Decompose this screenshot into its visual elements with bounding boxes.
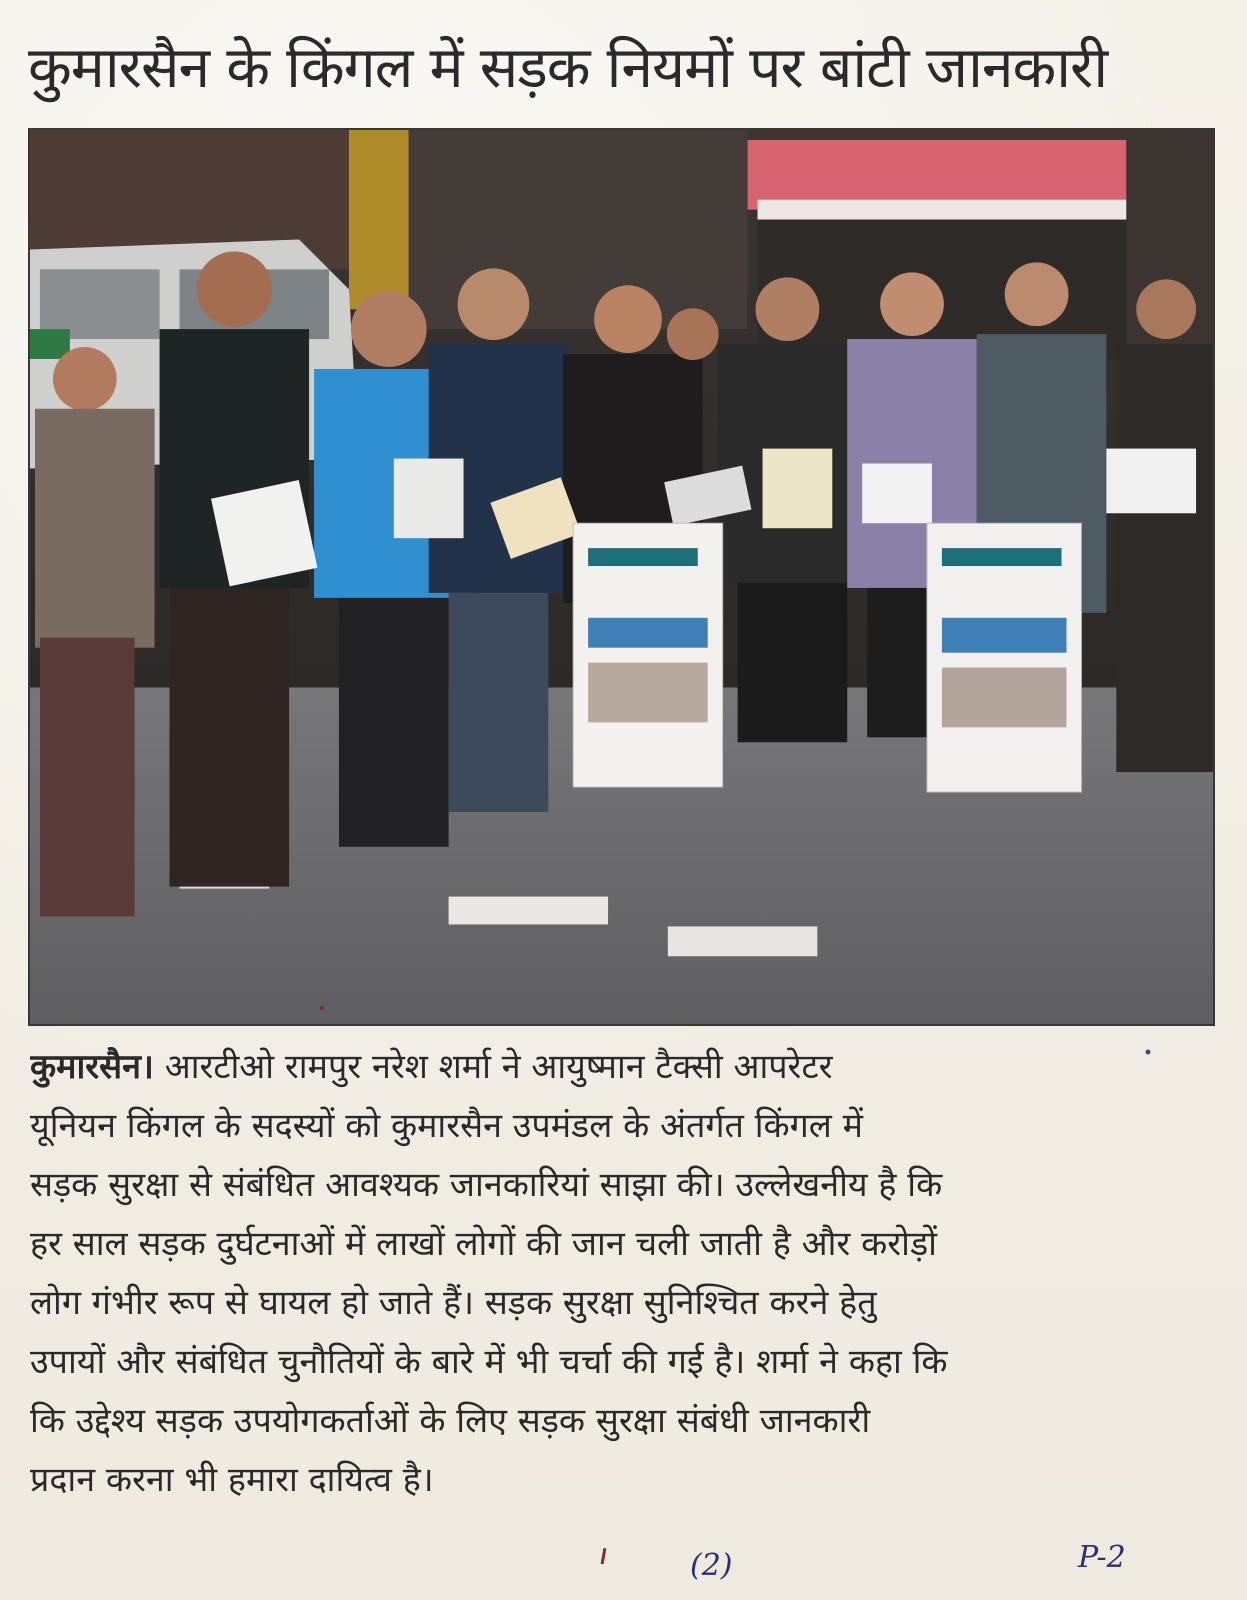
article-line: लोग गंभीर रूप से घायल हो जाते हैं। सड़क सुरक्षा सुनिश्चित करने हेतु (30, 1283, 877, 1323)
dateline: कुमारसैन। (30, 1047, 154, 1087)
handwritten-circled-number: (2) (690, 1548, 733, 1583)
headline: कुमारसैन के किंगल में सड़क नियमों पर बांटी जानकारी (28, 35, 1108, 101)
article-body (30, 1038, 1215, 1510)
article-line: हर साल सड़क दुर्घटनाओं में लाखों लोगों की जान चली जाती है और करोड़ों (30, 1224, 937, 1264)
photo-group-road-safety (30, 130, 1213, 1024)
article-line: कि उद्देश्य सड़क उपयोगकर्ताओं के लिए सड़क सुरक्षा संबंधी जानकारी (30, 1401, 871, 1441)
article-line: सड़क सुरक्षा से संबंधित आवश्यक जानकारियां साझा की। उल्लेखनीय है कि (30, 1165, 943, 1205)
article-line: यूनियन किंगल के सदस्यों को कुमारसैन उपमंडल के अंतर्गत किंगल में (30, 1106, 863, 1146)
article-line (30, 1038, 1215, 1097)
handwritten-page-mark: P-2 (1078, 1540, 1126, 1575)
news-photo (28, 128, 1215, 1026)
article-line: प्रदान करना भी हमारा दायित्व है। (30, 1460, 434, 1500)
article-line-text: आरटीओ रामपुर नरेश शर्मा ने आयुष्मान टैक्सी आपरेटर (153, 1047, 833, 1087)
article-line: उपायों और संबंधित चुनौतियों के बारे में भी चर्चा की गई है। शर्मा ने कहा कि (30, 1342, 948, 1382)
